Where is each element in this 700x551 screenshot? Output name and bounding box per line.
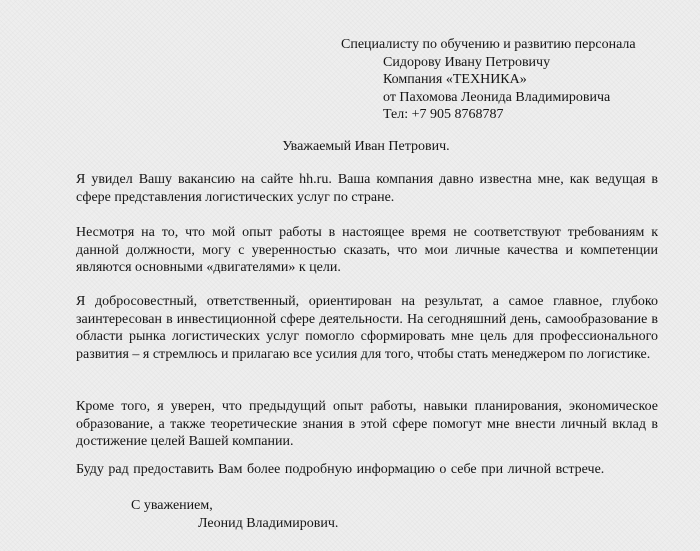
letter-paragraph: Кроме того, я уверен, что предыдущий опыт работы, навыки планирования, экономическое образование, а также теоретические знания в этой сфере помогут мне внести личный вклад в достижение целей Вашей компании.: [76, 399, 658, 450]
letter-sign-off: С уважением,: [131, 498, 213, 513]
letter-signature-name: Леонид Владимирович.: [198, 516, 339, 531]
letter-greeting: Уважаемый Иван Петрович.: [282, 139, 450, 154]
letter-paragraph: Я увидел Вашу вакансию на сайте hh.ru. Ваша компания давно известна мне, как ведущая в сфере представления логистических услуг по стране.: [76, 172, 658, 205]
addressee-company: Компания «ТЕХНИКА»: [383, 72, 527, 87]
sender-name: от Пахомова Леонида Владимировича: [383, 89, 611, 105]
sender-phone: Тел: +7 905 8768787: [383, 107, 504, 122]
addressee-block: [341, 36, 636, 124]
letter-closing-line: Буду рад предоставить Вам более подробную информацию о себе при личной встрече.: [76, 462, 605, 477]
addressee-position: Специалисту по обучению и развитию персонала: [341, 37, 636, 52]
addressee-name: Сидорову Ивану Петровичу: [383, 54, 551, 70]
letter-paragraph: Несмотря на то, что мой опыт работы в настоящее время не соответствуют требованиям к данной должности, могу с уверенностью сказать, что мои личные качества и компетенции являются основными «двигателями» к цели.: [76, 225, 658, 276]
letter-paragraph: Я добросовестный, ответственный, ориентирован на результат, а самое главное, глубоко заинтересован в инвестиционной сфере деятельности. На сегодняшний день, самообразование в области рынка логистических услуг помогло сформировать мне цель для профессионального развития – я стремлюсь и прилагаю все усилия для того, чтобы стать менеджером по логистике.: [76, 294, 658, 362]
